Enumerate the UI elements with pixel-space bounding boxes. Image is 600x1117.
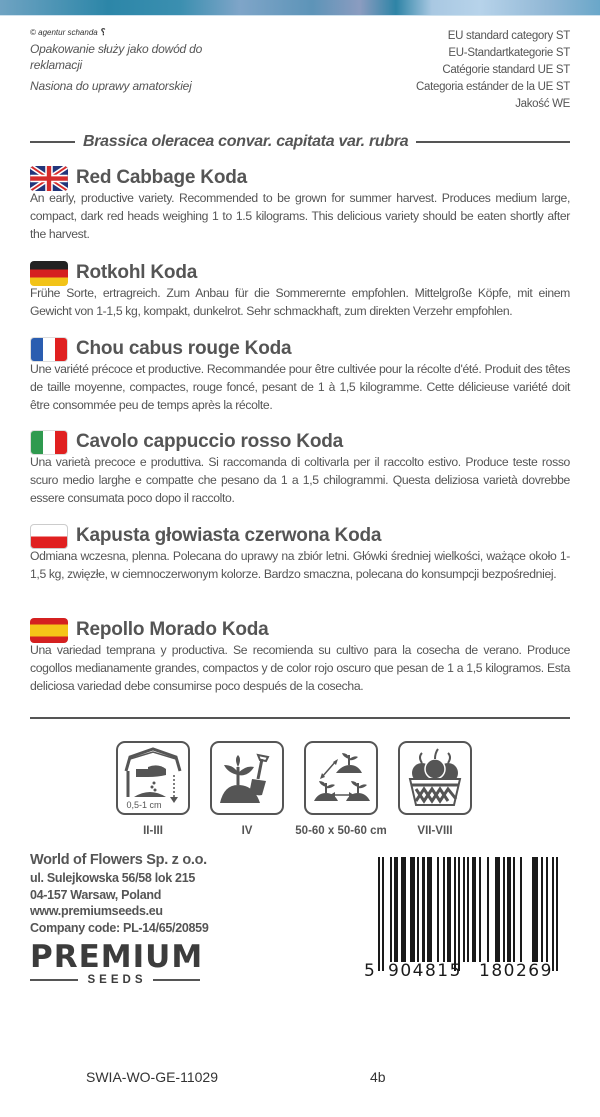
pictogram-row [116,741,472,837]
barcode-group-left: 904815 [388,961,462,981]
svg-text:0,5-1 cm: 0,5-1 cm [126,800,162,810]
pictogram-planting [210,741,284,837]
header-left [30,27,230,94]
section-title: Cavolo cappuccio rosso Koda [76,431,343,452]
barcode-number [364,961,574,981]
company-code: Company code: PL-14/65/20859 [30,920,209,935]
copyright [30,27,230,38]
plant-spacing-icon [304,741,378,815]
latin-name: Brassica oleracea convar. capitata var. rubra [83,133,409,150]
company-address-line2: 04-157 Warsaw, Poland [30,887,162,902]
section-title: Kapusta głowiasta czerwona Koda [76,525,382,546]
greenhouse-sowing-icon [116,741,190,815]
pictogram-label: II-III [143,825,163,837]
section-title: Red Cabbage Koda [76,167,247,188]
latin-name-row [30,133,570,151]
france-flag-icon [30,337,68,362]
barcode-bars [378,857,568,969]
pictogram-spacing [295,741,387,837]
brand-main: PREMIUM [30,939,204,975]
barcode-group-right: 180269 [479,961,553,981]
section-french [30,336,570,414]
section-description: An early, productive variety. Recommended to be grown for summer harvest. Produces medium large, compact, dark red heads weighing 1 to 1.5 kilograms. This delicious variety should be eaten shortly after the harvest. [30,191,570,241]
eu-standard-es: Categoria estánder de la UE ST [415,81,570,93]
brand-logo [30,939,204,986]
eu-standard-en: EU standard category ST [447,30,570,42]
section-polish [30,523,570,583]
top-banner-image [0,0,600,16]
germany-flag-icon [30,261,68,286]
version-code: 4b [370,1069,386,1085]
eu-standard-fr: Catégorie standard UE ST [442,64,570,76]
company-name: World of Flowers Sp. z o.o. [30,852,207,868]
planting-shovel-icon [210,741,284,815]
section-description: Odmiana wczesna, plenna. Polecana do uprawy na zbiór letni. Główki średniej wielkości, ważące około 1-1,5 kg, zwięzłe, w ciemnoczerwonym kolorze. Bardzo smaczna, polecana do konsumpcji bezpośredniej. [30,549,570,581]
section-title: Rotkohl Koda [76,262,198,283]
product-code: SWIA-WO-GE-11029 [86,1069,218,1085]
poland-flag-icon [30,524,68,549]
section-description: Une variété précoce et productive. Recommandée pour être cultivée pour la récolte d'été. Produit des têtes de taille moyenne, compactes, rouge foncé, pesant de 1 à 1,5 kilogramme. Cette délicieuse variété doit être consommée peu de temps après la récolte. [30,362,570,412]
pictogram-harvest [398,741,472,837]
section-description: Frühe Sorte, ertragreich. Zum Anbau für die Sommerernte empfohlen. Mittelgroße Köpfe, mit einem Gewicht von 1-1,5 kg, kompakt, dunkelrot. Sehr schmackhaft, zum direkten Verzehr empfohlen. [30,286,570,318]
brand-sub: SEEDS [87,974,147,986]
section-description: Una varietà precoce e produttiva. Si raccomanda di coltivarla per il raccolto estivo. Produce teste rosso scuro medio larghe e compatte che pesano da 1 a 1,5 chilogrammi. Questa deliziosa varietà dovrebbe essere consumata poco dopo il raccolto. [30,455,570,505]
pictogram-label: IV [241,825,253,837]
italy-flag-icon [30,430,68,455]
barcode-digit-first: 5 [364,961,375,981]
divider [30,717,570,719]
eu-standard-block [416,28,570,113]
company-address-line1: ul. Sulejkowska 56/58 lok 215 [30,871,196,885]
company-info [30,851,208,936]
pictogram-label: VII-VIII [417,825,453,837]
pictogram-label: 50-60 x 50-60 cm [295,825,387,837]
pictogram-sowing [116,741,190,837]
eu-standard-de: EU-Standartkategorie ST [448,47,570,59]
divider [153,979,201,981]
eu-standard-pl: Jakość WE [515,98,570,110]
harvest-basket-icon [398,741,472,815]
company-website[interactable]: www.premiumseeds.eu [30,904,163,918]
barcode [364,857,568,981]
divider [416,141,570,143]
section-title: Repollo Morado Koda [76,619,269,640]
agency-logo-icon: ⸮ [100,27,106,37]
divider [30,141,75,143]
section-english [30,165,570,243]
section-italian [30,429,570,507]
copyright-text: © agentur schanda [30,28,98,37]
divider [30,979,78,981]
section-german [30,260,570,320]
uk-flag-icon [30,166,68,191]
section-description: Una variedad temprana y productiva. Se recomienda su cultivo para la cosecha de verano. Produce cogollos medianamente grandes, compactos y de color rojo oscuro que pesan de 1 a 1,5 kilogramos. Esta deliciosa variedad debe consumirse poco después de la cosecha. [30,643,570,693]
complaint-note: Opakowanie służy jako dowód do reklamacji [30,42,203,72]
section-title: Chou cabus rouge Koda [76,338,292,359]
spain-flag-icon [30,618,68,643]
amateur-note: Nasiona do uprawy amatorskiej [30,79,192,93]
section-spanish [30,617,570,695]
